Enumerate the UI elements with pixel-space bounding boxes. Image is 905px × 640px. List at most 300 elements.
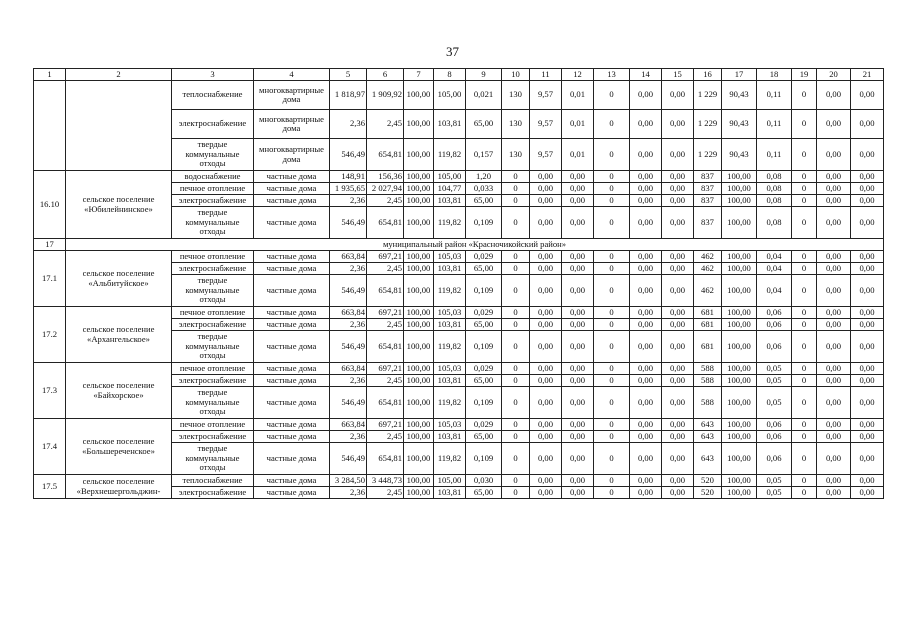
column-header: 8 <box>434 69 466 81</box>
data-cell: 0 <box>502 443 530 475</box>
data-cell: 2,36 <box>330 110 367 139</box>
data-cell: 0,00 <box>530 195 562 207</box>
housing-type-cell: частные дома <box>254 207 330 239</box>
data-cell: 0,00 <box>662 443 694 475</box>
data-cell: 100,00 <box>404 331 434 363</box>
data-cell: 0,00 <box>530 487 562 499</box>
column-header: 9 <box>466 69 502 81</box>
data-cell: 0,00 <box>662 475 694 487</box>
data-cell: 0,00 <box>630 331 662 363</box>
data-cell: 0,00 <box>630 263 662 275</box>
service-cell: электроснабжение <box>172 319 254 331</box>
data-cell: 0,00 <box>851 171 884 183</box>
data-cell: 103,81 <box>434 375 466 387</box>
row-number: 16.10 <box>34 171 66 239</box>
service-cell: печное отопление <box>172 363 254 375</box>
data-cell: 0 <box>792 307 817 319</box>
data-cell: 643 <box>694 431 722 443</box>
data-cell: 0 <box>792 81 817 110</box>
data-cell: 0,00 <box>630 319 662 331</box>
data-cell: 697,21 <box>367 419 404 431</box>
service-cell: твердые коммунальные отходы <box>172 443 254 475</box>
service-cell: печное отопление <box>172 183 254 195</box>
data-cell: 0 <box>792 387 817 419</box>
data-cell: 681 <box>694 307 722 319</box>
data-cell: 103,81 <box>434 487 466 499</box>
data-cell: 100,00 <box>722 275 757 307</box>
data-cell: 65,00 <box>466 263 502 275</box>
data-cell: 0,00 <box>662 487 694 499</box>
data-cell: 0 <box>502 195 530 207</box>
data-cell: 0 <box>792 419 817 431</box>
data-cell: 0,00 <box>630 275 662 307</box>
data-cell: 105,00 <box>434 475 466 487</box>
data-cell: 0 <box>792 263 817 275</box>
service-cell: электроснабжение <box>172 263 254 275</box>
data-cell: 0 <box>792 487 817 499</box>
data-cell: 103,81 <box>434 195 466 207</box>
settlement-name: сельское поселение «Верхнешергольджин- <box>66 475 172 499</box>
housing-type-cell: частные дома <box>254 251 330 263</box>
data-cell: 0,00 <box>662 183 694 195</box>
data-cell: 2,36 <box>330 319 367 331</box>
data-cell: 0 <box>502 319 530 331</box>
data-cell: 0,00 <box>851 431 884 443</box>
data-cell: 0,00 <box>662 431 694 443</box>
data-cell: 100,00 <box>722 431 757 443</box>
data-cell: 0,00 <box>562 183 594 195</box>
data-cell: 0 <box>594 431 630 443</box>
data-cell: 0,00 <box>662 195 694 207</box>
data-cell: 0,00 <box>851 139 884 171</box>
data-cell: 100,00 <box>722 171 757 183</box>
data-cell: 2,45 <box>367 487 404 499</box>
data-cell: 0,05 <box>757 487 792 499</box>
data-cell: 0,00 <box>662 387 694 419</box>
column-header: 19 <box>792 69 817 81</box>
data-cell: 0,05 <box>757 363 792 375</box>
data-cell: 681 <box>694 319 722 331</box>
data-cell: 0,01 <box>562 110 594 139</box>
data-cell: 100,00 <box>722 419 757 431</box>
data-cell: 0,00 <box>817 363 851 375</box>
data-cell: 100,00 <box>404 475 434 487</box>
data-cell: 0,00 <box>662 263 694 275</box>
tariff-table <box>33 68 884 499</box>
data-cell: 462 <box>694 275 722 307</box>
data-cell: 0 <box>502 251 530 263</box>
data-cell: 0,06 <box>757 419 792 431</box>
data-cell: 0,00 <box>630 195 662 207</box>
housing-type-cell: частные дома <box>254 419 330 431</box>
data-cell: 0,00 <box>630 475 662 487</box>
column-header: 4 <box>254 69 330 81</box>
housing-type-cell: частные дома <box>254 487 330 499</box>
data-cell: 0,00 <box>817 319 851 331</box>
data-cell: 654,81 <box>367 387 404 419</box>
data-cell: 100,00 <box>404 487 434 499</box>
header-row <box>34 69 884 81</box>
settlement-name <box>66 81 172 171</box>
data-cell: 2,36 <box>330 263 367 275</box>
data-cell: 0,00 <box>630 375 662 387</box>
data-cell: 0,030 <box>466 475 502 487</box>
data-cell: 0,00 <box>817 195 851 207</box>
data-cell: 663,84 <box>330 251 367 263</box>
data-cell: 100,00 <box>404 195 434 207</box>
data-cell: 0 <box>792 319 817 331</box>
data-cell: 100,00 <box>722 443 757 475</box>
data-cell: 0,05 <box>757 475 792 487</box>
data-cell: 0,06 <box>757 331 792 363</box>
data-cell: 0 <box>792 443 817 475</box>
data-cell: 65,00 <box>466 375 502 387</box>
data-cell: 0,08 <box>757 195 792 207</box>
data-cell: 0,08 <box>757 183 792 195</box>
data-cell: 0,00 <box>662 275 694 307</box>
data-cell: 100,00 <box>722 363 757 375</box>
data-cell: 0 <box>594 110 630 139</box>
data-cell: 0,00 <box>530 307 562 319</box>
data-cell: 0 <box>594 275 630 307</box>
data-cell: 0,04 <box>757 263 792 275</box>
data-cell: 0,00 <box>851 81 884 110</box>
data-cell: 0 <box>594 363 630 375</box>
data-cell: 0,00 <box>562 475 594 487</box>
section-row <box>34 239 884 251</box>
data-cell: 0,033 <box>466 183 502 195</box>
data-cell: 0,00 <box>851 251 884 263</box>
data-cell: 0,00 <box>851 387 884 419</box>
data-cell: 0,00 <box>530 183 562 195</box>
data-cell: 0,00 <box>530 387 562 419</box>
data-cell: 100,00 <box>722 487 757 499</box>
data-cell: 103,81 <box>434 110 466 139</box>
data-cell: 0 <box>792 375 817 387</box>
data-cell: 0 <box>594 443 630 475</box>
data-cell: 9,57 <box>530 139 562 171</box>
data-cell: 103,81 <box>434 263 466 275</box>
service-cell: электроснабжение <box>172 431 254 443</box>
data-cell: 0,00 <box>530 251 562 263</box>
data-cell: 100,00 <box>404 263 434 275</box>
data-cell: 0 <box>502 307 530 319</box>
column-header: 13 <box>594 69 630 81</box>
data-cell: 9,57 <box>530 110 562 139</box>
data-cell: 0,029 <box>466 363 502 375</box>
data-cell: 654,81 <box>367 275 404 307</box>
data-cell: 0,00 <box>851 195 884 207</box>
row-number: 17.5 <box>34 475 66 499</box>
data-cell: 100,00 <box>404 251 434 263</box>
data-cell: 0,00 <box>817 139 851 171</box>
data-cell: 0 <box>594 375 630 387</box>
data-cell: 0 <box>502 263 530 275</box>
data-cell: 0 <box>502 387 530 419</box>
data-cell: 0,029 <box>466 251 502 263</box>
data-cell: 837 <box>694 183 722 195</box>
data-cell: 0 <box>502 171 530 183</box>
data-cell: 654,81 <box>367 443 404 475</box>
data-cell: 0 <box>594 319 630 331</box>
housing-type-cell: частные дома <box>254 431 330 443</box>
column-header: 5 <box>330 69 367 81</box>
data-cell: 2,45 <box>367 375 404 387</box>
data-cell: 0,00 <box>630 487 662 499</box>
data-cell: 0,00 <box>562 251 594 263</box>
data-cell: 100,00 <box>722 207 757 239</box>
data-cell: 697,21 <box>367 251 404 263</box>
data-cell: 100,00 <box>404 387 434 419</box>
housing-type-cell: частные дома <box>254 475 330 487</box>
data-cell: 100,00 <box>404 207 434 239</box>
data-cell: 0,00 <box>562 207 594 239</box>
data-cell: 2,36 <box>330 487 367 499</box>
data-cell: 1 229 <box>694 139 722 171</box>
service-cell: печное отопление <box>172 307 254 319</box>
housing-type-cell: частные дома <box>254 363 330 375</box>
data-cell: 100,00 <box>404 171 434 183</box>
data-cell: 0,00 <box>562 375 594 387</box>
data-cell: 100,00 <box>404 431 434 443</box>
data-cell: 0,00 <box>630 171 662 183</box>
data-cell: 0 <box>594 387 630 419</box>
data-cell: 0 <box>792 139 817 171</box>
data-cell: 0,00 <box>662 363 694 375</box>
data-cell: 0 <box>594 263 630 275</box>
data-cell: 0,029 <box>466 419 502 431</box>
data-cell: 0,00 <box>662 207 694 239</box>
data-cell: 65,00 <box>466 319 502 331</box>
data-cell: 1 909,92 <box>367 81 404 110</box>
section-title: муниципальный район «Красночикойский район» <box>66 239 884 251</box>
data-cell: 0,00 <box>630 363 662 375</box>
data-cell: 1 935,65 <box>330 183 367 195</box>
table-row <box>34 171 884 183</box>
data-cell: 0,00 <box>817 183 851 195</box>
data-cell: 0 <box>594 419 630 431</box>
data-cell: 663,84 <box>330 363 367 375</box>
data-cell: 588 <box>694 387 722 419</box>
housing-type-cell: частные дома <box>254 331 330 363</box>
table-row <box>34 81 884 110</box>
table-row <box>34 251 884 263</box>
data-cell: 0,00 <box>630 110 662 139</box>
data-cell: 588 <box>694 363 722 375</box>
column-header: 7 <box>404 69 434 81</box>
data-cell: 0,06 <box>757 307 792 319</box>
data-cell: 0,00 <box>562 387 594 419</box>
data-cell: 0,00 <box>630 207 662 239</box>
row-number: 17.2 <box>34 307 66 363</box>
data-cell: 643 <box>694 419 722 431</box>
housing-type-cell: частные дома <box>254 375 330 387</box>
data-cell: 0 <box>594 331 630 363</box>
service-cell: электроснабжение <box>172 375 254 387</box>
column-header: 3 <box>172 69 254 81</box>
data-cell: 0,00 <box>662 419 694 431</box>
data-cell: 0,11 <box>757 110 792 139</box>
service-cell: электроснабжение <box>172 487 254 499</box>
column-header: 11 <box>530 69 562 81</box>
column-header: 18 <box>757 69 792 81</box>
data-cell: 0,00 <box>630 419 662 431</box>
column-header: 1 <box>34 69 66 81</box>
housing-type-cell: частные дома <box>254 183 330 195</box>
data-cell: 0,05 <box>757 375 792 387</box>
data-cell: 2,45 <box>367 431 404 443</box>
data-cell: 654,81 <box>367 331 404 363</box>
data-cell: 462 <box>694 251 722 263</box>
data-cell: 0 <box>502 475 530 487</box>
data-cell: 0,00 <box>817 331 851 363</box>
data-cell: 0,00 <box>817 81 851 110</box>
data-cell: 105,03 <box>434 307 466 319</box>
data-cell: 100,00 <box>722 263 757 275</box>
data-cell: 0,109 <box>466 331 502 363</box>
data-cell: 2,36 <box>330 195 367 207</box>
data-cell: 100,00 <box>722 183 757 195</box>
data-cell: 0 <box>792 110 817 139</box>
data-cell: 0 <box>502 207 530 239</box>
data-cell: 654,81 <box>367 139 404 171</box>
data-cell: 0,00 <box>662 307 694 319</box>
data-cell: 0 <box>502 183 530 195</box>
data-cell: 0 <box>502 431 530 443</box>
data-cell: 2,36 <box>330 375 367 387</box>
column-header: 2 <box>66 69 172 81</box>
data-cell: 0 <box>792 331 817 363</box>
data-cell: 0 <box>792 275 817 307</box>
data-cell: 0,00 <box>562 487 594 499</box>
settlement-name: сельское поселение «Байхорское» <box>66 363 172 419</box>
data-cell: 0 <box>792 475 817 487</box>
data-cell: 65,00 <box>466 110 502 139</box>
data-cell: 0,00 <box>817 431 851 443</box>
data-cell: 0 <box>792 431 817 443</box>
data-cell: 0,00 <box>562 419 594 431</box>
data-cell: 65,00 <box>466 487 502 499</box>
data-cell: 0,157 <box>466 139 502 171</box>
data-cell: 2,36 <box>330 431 367 443</box>
data-cell: 0,00 <box>562 363 594 375</box>
data-cell: 546,49 <box>330 443 367 475</box>
data-cell: 100,00 <box>404 110 434 139</box>
data-cell: 105,03 <box>434 363 466 375</box>
page-number: 37 <box>446 44 459 59</box>
settlement-name: сельское поселение «Большереченское» <box>66 419 172 475</box>
settlement-name: сельское поселение «Юбилейнинское» <box>66 171 172 239</box>
data-cell: 0,00 <box>530 375 562 387</box>
data-cell: 0,00 <box>630 431 662 443</box>
data-cell: 0 <box>594 171 630 183</box>
data-cell: 0,04 <box>757 275 792 307</box>
data-cell: 0,00 <box>817 419 851 431</box>
data-cell: 0,00 <box>630 251 662 263</box>
data-cell: 1 818,97 <box>330 81 367 110</box>
data-cell: 100,00 <box>722 319 757 331</box>
data-cell: 0 <box>594 139 630 171</box>
data-cell: 90,43 <box>722 139 757 171</box>
data-cell: 0 <box>594 475 630 487</box>
data-cell: 520 <box>694 487 722 499</box>
data-cell: 0,00 <box>817 487 851 499</box>
data-cell: 130 <box>502 81 530 110</box>
data-cell: 0,11 <box>757 139 792 171</box>
table-row <box>34 363 884 375</box>
column-header: 14 <box>630 69 662 81</box>
data-cell: 0 <box>594 307 630 319</box>
data-cell: 1 229 <box>694 110 722 139</box>
data-cell: 130 <box>502 139 530 171</box>
service-cell: печное отопление <box>172 251 254 263</box>
data-cell: 0 <box>502 487 530 499</box>
service-cell: твердые коммунальные отходы <box>172 207 254 239</box>
column-header: 6 <box>367 69 404 81</box>
data-cell: 1,20 <box>466 171 502 183</box>
data-cell: 90,43 <box>722 110 757 139</box>
column-header: 15 <box>662 69 694 81</box>
data-cell: 3 284,50 <box>330 475 367 487</box>
data-cell: 663,84 <box>330 307 367 319</box>
data-cell: 0,00 <box>851 275 884 307</box>
data-cell: 100,00 <box>404 419 434 431</box>
data-cell: 0,00 <box>851 375 884 387</box>
data-cell: 119,82 <box>434 387 466 419</box>
data-cell: 105,00 <box>434 171 466 183</box>
data-cell: 0,00 <box>530 171 562 183</box>
column-header: 16 <box>694 69 722 81</box>
data-cell: 2,45 <box>367 263 404 275</box>
table-row <box>34 307 884 319</box>
data-cell: 0,00 <box>630 443 662 475</box>
data-cell: 65,00 <box>466 195 502 207</box>
data-cell: 0 <box>792 171 817 183</box>
data-cell: 0,00 <box>530 319 562 331</box>
service-cell: электроснабжение <box>172 195 254 207</box>
data-cell: 2,45 <box>367 195 404 207</box>
data-cell: 100,00 <box>722 307 757 319</box>
data-cell: 104,77 <box>434 183 466 195</box>
data-cell: 0,00 <box>817 387 851 419</box>
data-cell: 0,00 <box>851 110 884 139</box>
service-cell: твердые коммунальные отходы <box>172 387 254 419</box>
section-number: 17 <box>34 239 66 251</box>
column-header: 12 <box>562 69 594 81</box>
data-cell: 0 <box>594 207 630 239</box>
data-cell: 148,91 <box>330 171 367 183</box>
data-cell: 0,06 <box>757 319 792 331</box>
data-cell: 0,00 <box>530 331 562 363</box>
data-cell: 0,06 <box>757 443 792 475</box>
data-cell: 520 <box>694 475 722 487</box>
data-cell: 0,00 <box>817 375 851 387</box>
data-cell: 0 <box>594 81 630 110</box>
data-cell: 0,00 <box>530 419 562 431</box>
data-cell: 462 <box>694 263 722 275</box>
row-number: 17.4 <box>34 419 66 475</box>
data-cell: 0,06 <box>757 431 792 443</box>
data-cell: 105,03 <box>434 419 466 431</box>
column-header: 10 <box>502 69 530 81</box>
data-cell: 0 <box>594 195 630 207</box>
data-cell: 0,00 <box>562 171 594 183</box>
data-cell: 0,00 <box>851 263 884 275</box>
data-cell: 0,00 <box>817 475 851 487</box>
data-cell: 0,00 <box>817 307 851 319</box>
data-cell: 100,00 <box>722 475 757 487</box>
data-cell: 0 <box>502 275 530 307</box>
